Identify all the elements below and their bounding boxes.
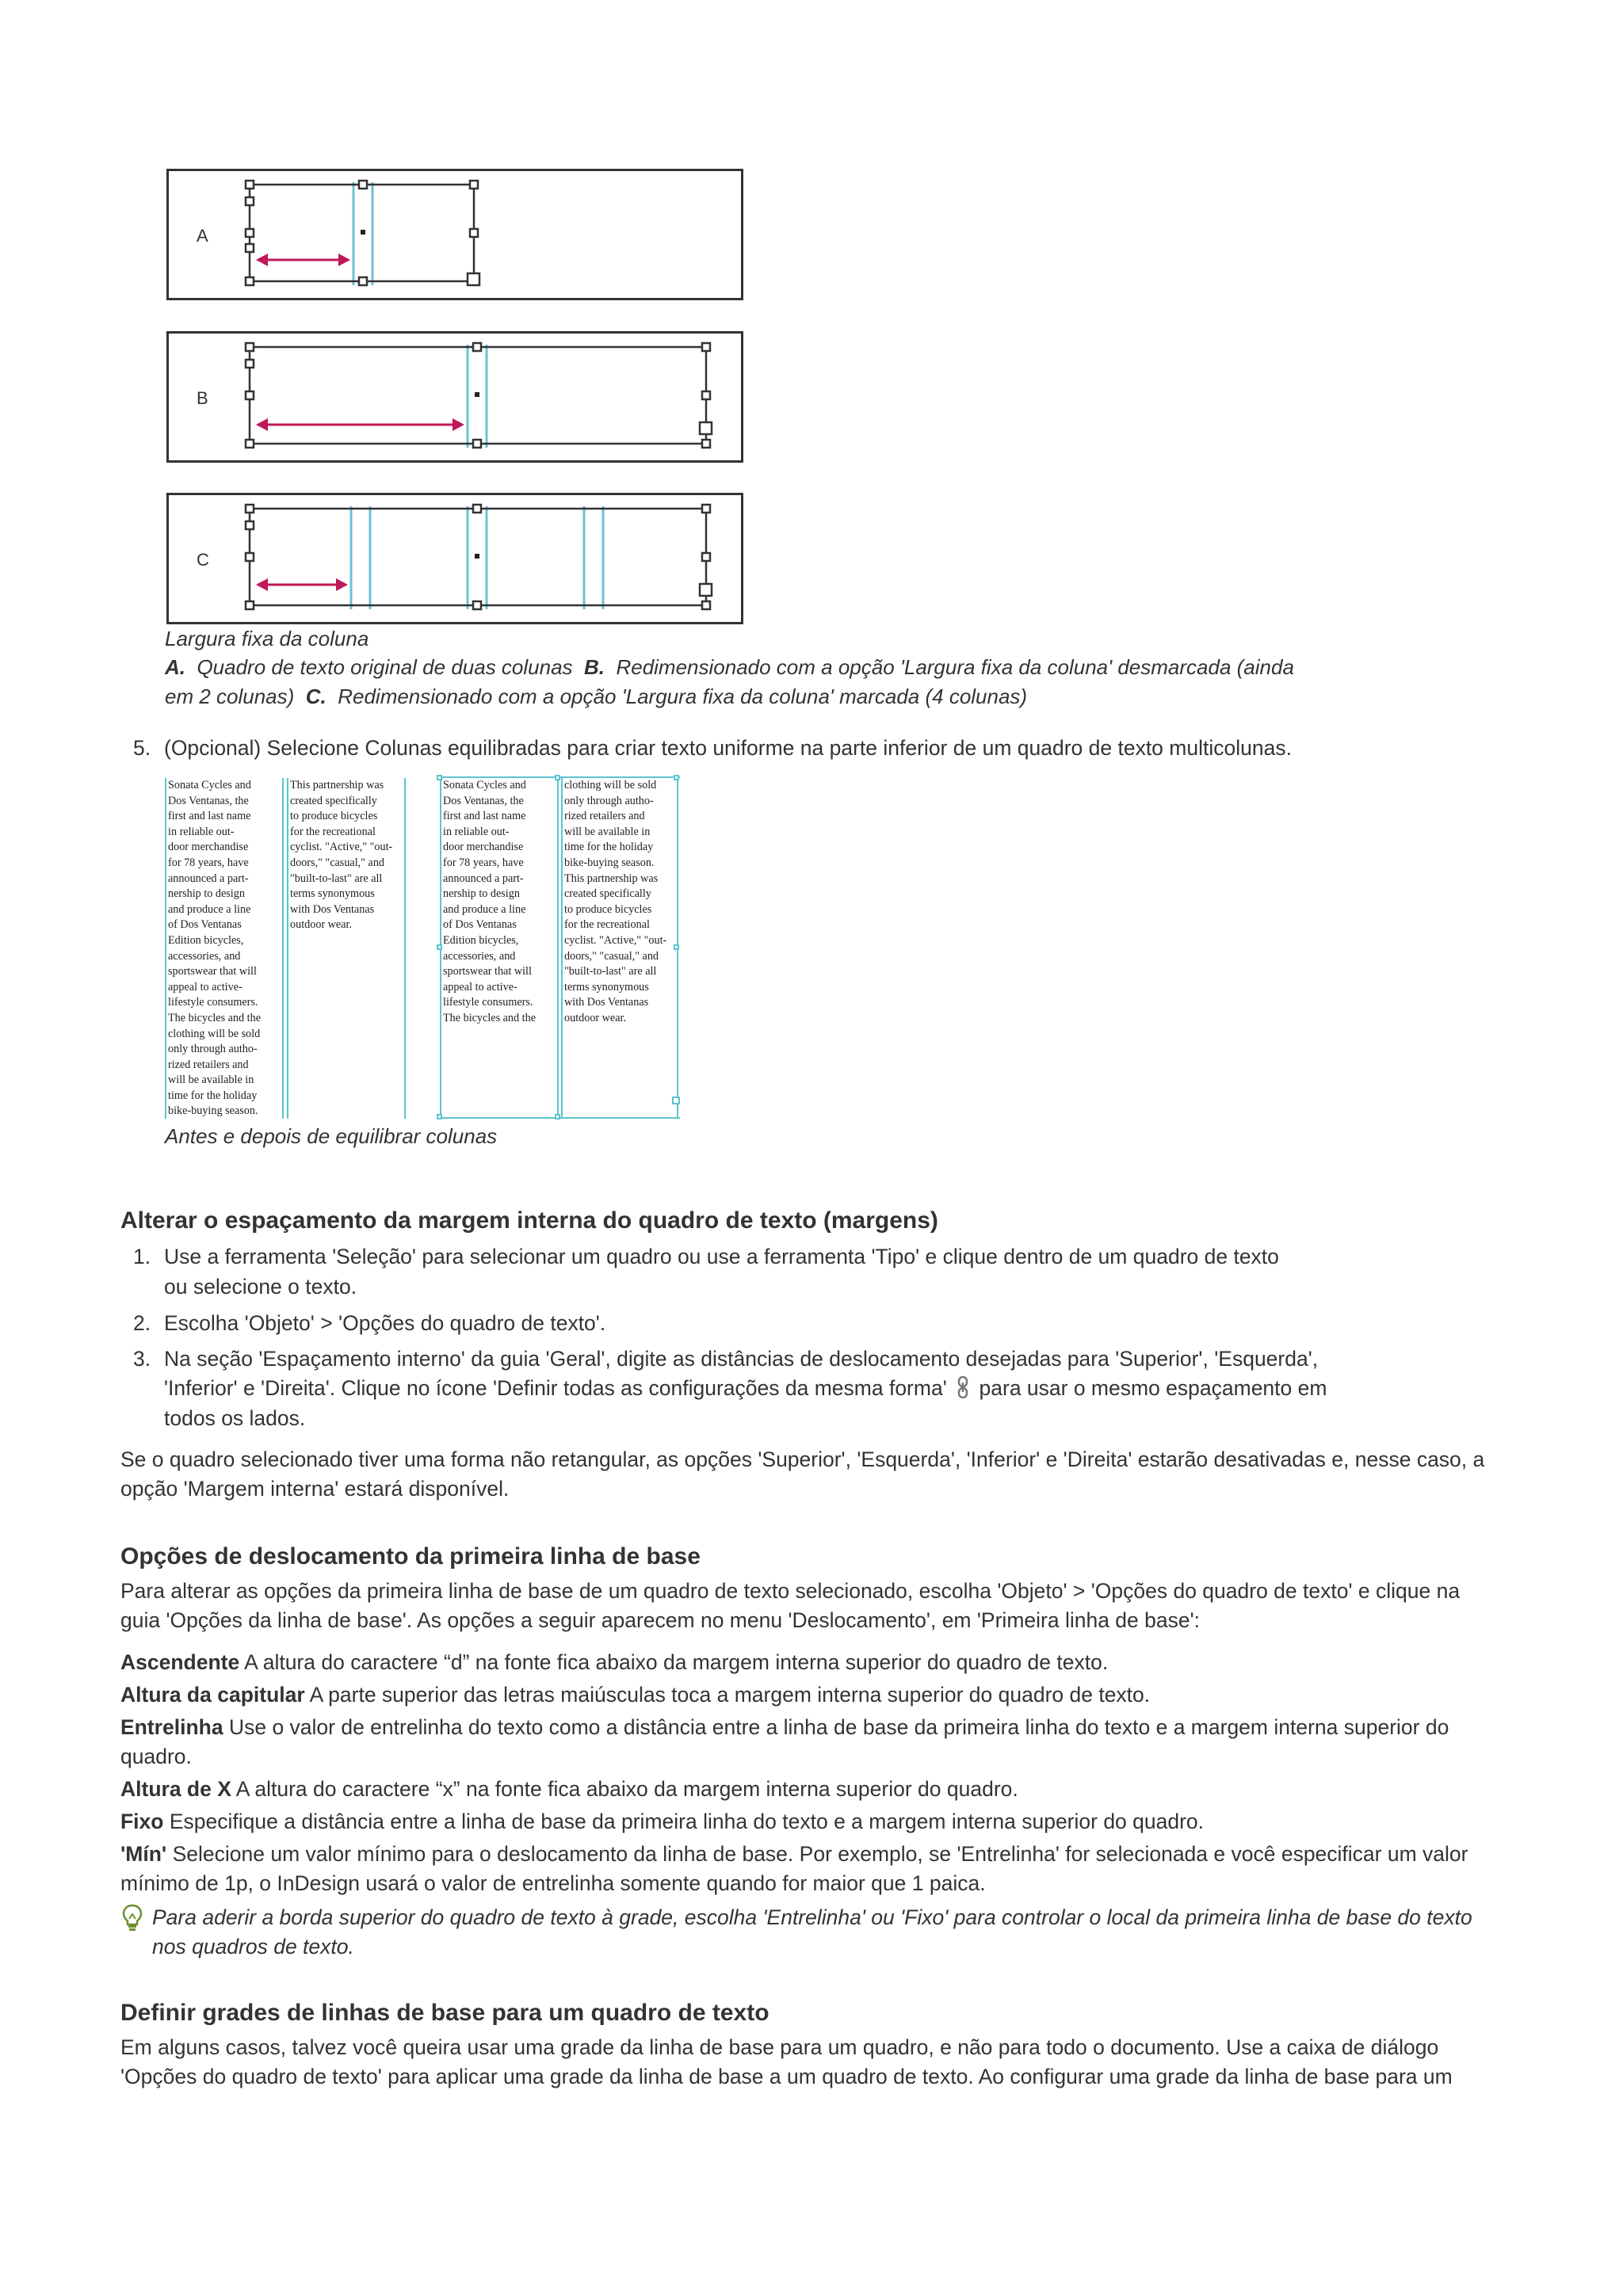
step-text: Use a ferramenta 'Seleção' para selecionar um quadro ou use a ferramenta 'Tipo' e clique dentro de um quadro de texto <box>164 1245 1279 1268</box>
definition-term: Fixo <box>120 1810 164 1833</box>
before-column-1-text: Sonata Cycles and Dos Ventanas, the first and last name in reliable out- door merchandise for 78 years, have announced a part- nership to design and produce a line of Dos Ventanas Edition bicycles, accessories, and sportswear that will appeal to active- lifestyle consumers. The bicycles and the clothing will be sold only through autho- rized retailers and will be available in time for the holiday bike-buying season. <box>168 779 261 1118</box>
grid-text-line: Em alguns casos, talvez você queira usar uma grade da linha de base para um quadro, e não para todo o documento. Use a caixa de diálogo <box>120 2035 1439 2059</box>
tip-line: Para aderir a borda superior do quadro de texto à grade, escolha 'Entrelinha' ou 'Fixo' para controlar o local da primeira linha de base do texto <box>152 1905 1472 1929</box>
figure-panel-b <box>166 331 743 463</box>
definition-term: Ascendente <box>120 1650 240 1674</box>
definition-term: Entrelinha <box>120 1715 223 1739</box>
caption-text-b: Redimensionado com a opção 'Largura fixa da coluna' desmarcada (ainda <box>616 655 1294 679</box>
section-heading-margins: Alterar o espaçamento da margem interna do quadro de texto (margens) <box>120 1207 938 1234</box>
definition-min <box>120 1840 1563 1870</box>
definition-text: A altura do caractere “x” na fonte fica abaixo da margem interna superior do quadro. <box>235 1777 1018 1801</box>
definition-fixo <box>120 1807 1563 1837</box>
step-text: 'Inferior' e 'Direita'. Clique no ícone 'Definir todas as configurações da mesma forma' <box>164 1376 947 1400</box>
step-number: 1. <box>133 1245 151 1268</box>
after-column-1-text: Sonata Cycles and Dos Ventanas, the first and last name in reliable out- door merchandise for 78 years, have announced a part- nership to design and produce a line of Dos Ventanas Edition bicycles, accessories, and sportswear that will appeal to active- lifestyle consumers. The bicycles and the <box>443 779 536 1024</box>
definition-term: Altura de X <box>120 1777 231 1801</box>
definition-text: Selecione um valor mínimo para o deslocamento da linha de base. Por exemplo, se 'Entrelinha' for selecionada e você especificar um valor <box>172 1842 1468 1866</box>
section-heading-grid: Definir grades de linhas de base para um quadro de texto <box>120 2000 769 2026</box>
after-column-1 <box>440 778 559 1119</box>
step5-text: (Opcional) Selecione Colunas equilibradas para criar texto uniforme na parte inferior de um quadro de texto multicolunas. <box>164 736 1292 760</box>
figure1-caption-title: Largura fixa da coluna <box>165 627 369 650</box>
step-text: todos os lados. <box>164 1406 306 1430</box>
caption-text-b2: em 2 colunas) <box>165 685 295 708</box>
figure2-caption: Antes e depois de equilibrar colunas <box>165 1124 498 1148</box>
before-column-2-text: This partnership was created specifically to produce bicycles for the recreational cyclist. "Active," "out- doors," "casual," and "built-to-last" are all terms synonymous with Dos Ventanas outdoor wear. <box>290 779 393 932</box>
caption-key-c: C. <box>305 685 327 708</box>
caption-key-a: A. <box>165 655 185 679</box>
definition-term: 'Mín' <box>120 1842 167 1866</box>
frame-handle <box>555 775 560 780</box>
definition-altura-capitular <box>120 1680 1563 1711</box>
definition-altura-x <box>120 1775 1563 1805</box>
tip-line: nos quadros de texto. <box>152 1935 354 1958</box>
definition-text: Use o valor de entrelinha do texto como a distância entre a linha de base da primeira linha do texto e a margem interna superior do <box>228 1715 1449 1739</box>
before-column-1 <box>165 778 284 1119</box>
panel-label-b: B <box>197 388 208 408</box>
intro-line: Para alterar as opções da primeira linha de base de um quadro de texto selecionado, escolha 'Objeto' > 'Opções do quadro de texto' e clique na <box>120 1579 1461 1603</box>
section-heading-offset: Opções de deslocamento da primeira linha de base <box>120 1543 701 1569</box>
caption-key-b: B. <box>584 655 605 679</box>
before-column-2 <box>287 778 406 1119</box>
panel-label-c: C <box>197 550 209 570</box>
definition-text-cont: quadro. <box>120 1745 192 1768</box>
lightbulb-icon <box>120 1903 144 1932</box>
frame-handle <box>674 944 679 950</box>
frame-handle <box>674 775 679 780</box>
figure-panel-c <box>166 493 743 624</box>
definition-term: Altura da capitular <box>120 1683 305 1707</box>
figure1-caption-line2 <box>165 682 1512 711</box>
step-text: para usar o mesmo espaçamento em <box>979 1376 1327 1400</box>
panel-label-a: A <box>197 226 208 246</box>
intro-line: guia 'Opções da linha de base'. As opções a seguir aparecem no menu 'Deslocamento', em 'Primeira linha de base': <box>120 1608 1201 1632</box>
step-number: 2. <box>133 1311 151 1335</box>
frame-handle <box>437 944 442 950</box>
definition-text-cont: mínimo de 1p, o InDesign usará o valor de entrelinha somente quando for maior que 1 paica. <box>120 1871 986 1895</box>
after-column-2 <box>561 778 678 1119</box>
frame-handle <box>555 1114 560 1119</box>
after-column-2-text: clothing will be sold only through autho- rized retailers and will be available in time for the holiday bike-buying season. This partnership was created specifically to produce bicycles for the recreational cyclist. "Active," "out- doors," "casual," and "built-to-last" are all terms synonymous with Dos Ventanas outdoor wear. <box>564 779 667 1024</box>
definition-text: A altura do caractere “d” na fonte fica abaixo da margem interna superior do quadro de texto. <box>244 1650 1109 1674</box>
step-text: ou selecione o texto. <box>164 1275 357 1299</box>
frame-handle <box>437 1114 442 1119</box>
step5-number: 5. <box>133 736 151 760</box>
step-number: 3. <box>133 1347 151 1371</box>
figure-panel-a <box>166 169 743 300</box>
figure1-caption-line1 <box>165 653 1512 682</box>
step-text: Escolha 'Objeto' > 'Opções do quadro de texto'. <box>164 1311 606 1335</box>
caption-text-c: Redimensionado com a opção 'Largura fixa da coluna' marcada (4 colunas) <box>338 685 1028 708</box>
note-line: opção 'Margem interna' estará disponível. <box>120 1477 510 1501</box>
caption-text-a: Quadro de texto original de duas colunas <box>197 655 573 679</box>
grid-text-line: 'Opções do quadro de texto' para aplicar uma grade da linha de base a um quadro de texto. Ao configurar uma grade da linha de base para um <box>120 2065 1453 2088</box>
note-line: Se o quadro selecionado tiver uma forma não retangular, as opções 'Superior', 'Esquerda', 'Inferior' e 'Direita' estarão desativadas e, nesse caso, a <box>120 1447 1485 1471</box>
frame-outport <box>672 1097 680 1104</box>
frame-handle <box>437 775 442 780</box>
definition-text: A parte superior das letras maiúsculas toca a margem interna superior do quadro de texto. <box>309 1683 1151 1707</box>
chain-link-icon[interactable] <box>957 1376 968 1407</box>
definition-ascendente <box>120 1648 1563 1678</box>
step-text-with-icon <box>164 1374 1432 1407</box>
definition-text: Especifique a distância entre a linha de base da primeira linha do texto e a margem interna superior do quadro. <box>169 1810 1205 1833</box>
step-text: Na seção 'Espaçamento interno' da guia 'Geral', digite as distâncias de deslocamento desejadas para 'Superior', 'Esquerda', <box>164 1347 1319 1371</box>
definition-entrelinha <box>120 1713 1563 1743</box>
